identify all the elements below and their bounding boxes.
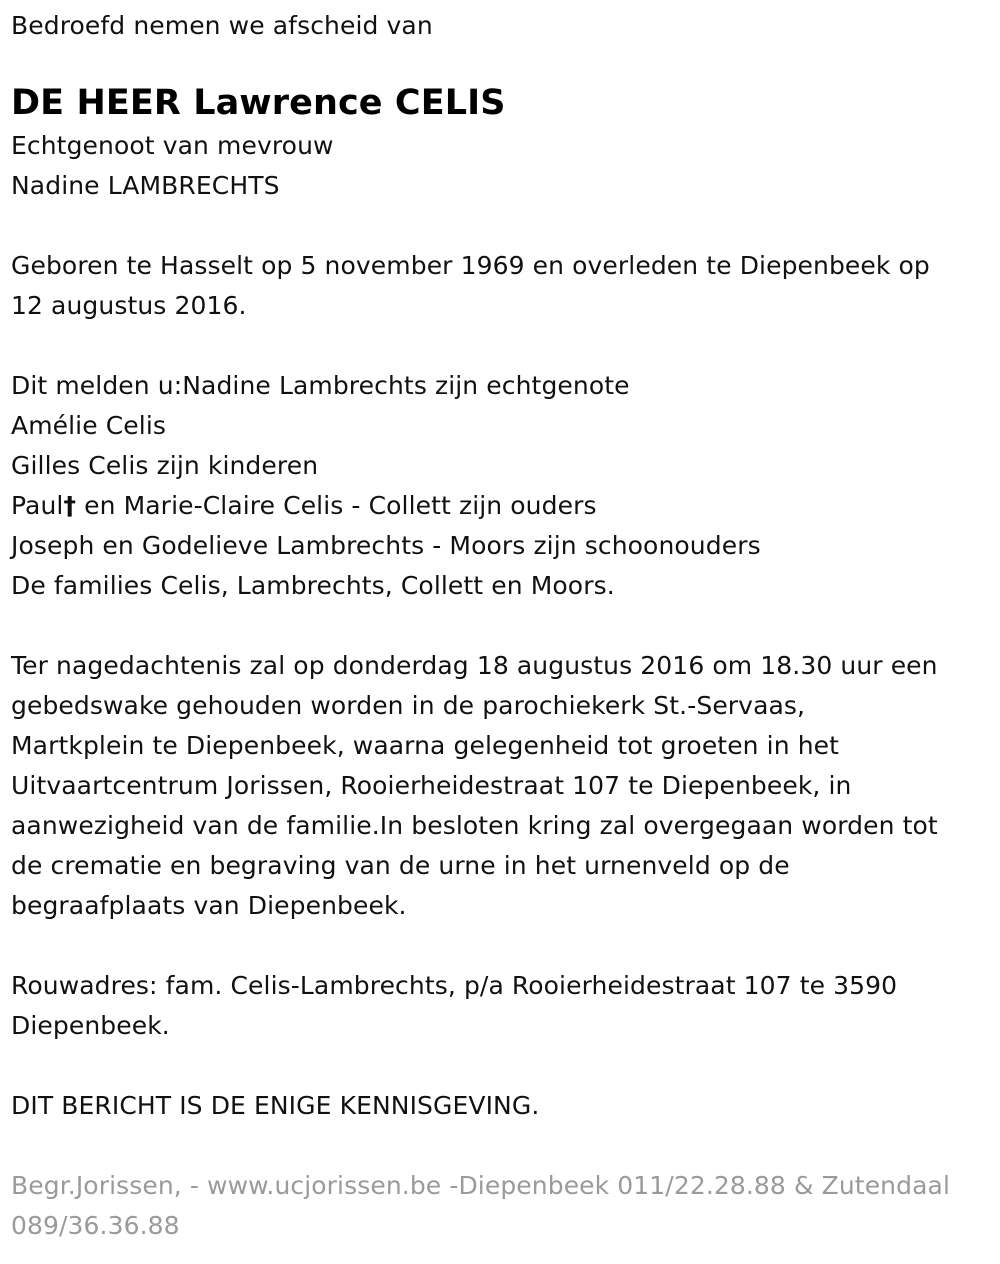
relatives-line-parents [11, 486, 991, 526]
ceremony-line: de crematie en begraving van de urne in het urnenveld op de [11, 851, 790, 880]
birth-death-line-1: Geboren te Hasselt op 5 november 1969 en overleden te Diepenbeek op [11, 251, 930, 280]
parents-rest: en Marie-Claire Celis - Collett zijn ouders [76, 491, 597, 520]
spouse-block [11, 126, 991, 206]
ceremony-line: Ter nagedachtenis zal op donderdag 18 augustus 2016 om 18.30 uur een [11, 651, 938, 680]
deceased-name-heading: DE HEER Lawrence CELIS [11, 83, 506, 123]
address-line-1: Rouwadres: fam. Celis-Lambrechts, p/a Rooierheidestraat 107 te 3590 [11, 971, 898, 1000]
ceremony-line: Uitvaartcentrum Jorissen, Rooierheidestraat 107 te Diepenbeek, in [11, 771, 852, 800]
birth-death-line-2: 12 augustus 2016. [11, 291, 247, 320]
parent-name: Paul [11, 491, 64, 520]
mourning-address-paragraph [11, 966, 991, 1046]
relatives-line: De families Celis, Lambrechts, Collett en Moors. [11, 571, 615, 600]
sole-notice-text: DIT BERICHT IS DE ENIGE KENNISGEVING. [11, 1091, 540, 1120]
birth-death-paragraph [11, 246, 991, 326]
ceremony-line: gebedswake gehouden worden in de parochiekerk St.-Servaas, [11, 691, 806, 720]
address-line-2: Diepenbeek. [11, 1011, 170, 1040]
deceased-cross-icon: † [63, 491, 77, 520]
relatives-line: Gilles Celis zijn kinderen [11, 451, 319, 480]
intro-text: Bedroefd nemen we afscheid van [11, 11, 433, 40]
ceremony-paragraph [11, 646, 991, 926]
relatives-paragraph [11, 366, 991, 606]
spouse-line-1: Echtgenoot van mevrouw [11, 131, 334, 160]
funeral-home-footer [11, 1166, 991, 1246]
footer-line-2: 089/36.36.88 [11, 1211, 180, 1240]
relatives-line: Dit melden u:Nadine Lambrechts zijn echtgenote [11, 371, 630, 400]
relatives-line: Joseph en Godelieve Lambrechts - Moors zijn schoonouders [11, 531, 761, 560]
relatives-line: Amélie Celis [11, 411, 167, 440]
spouse-line-2: Nadine LAMBRECHTS [11, 171, 280, 200]
ceremony-line: Martkplein te Diepenbeek, waarna gelegenheid tot groeten in het [11, 731, 840, 760]
ceremony-line: aanwezigheid van de familie.In besloten kring zal overgegaan worden tot [11, 811, 938, 840]
death-notice [11, 6, 991, 1246]
footer-line-1: Begr.Jorissen, - www.ucjorissen.be -Diepenbeek 011/22.28.88 & Zutendaal [11, 1171, 950, 1200]
ceremony-line: begraafplaats van Diepenbeek. [11, 891, 407, 920]
